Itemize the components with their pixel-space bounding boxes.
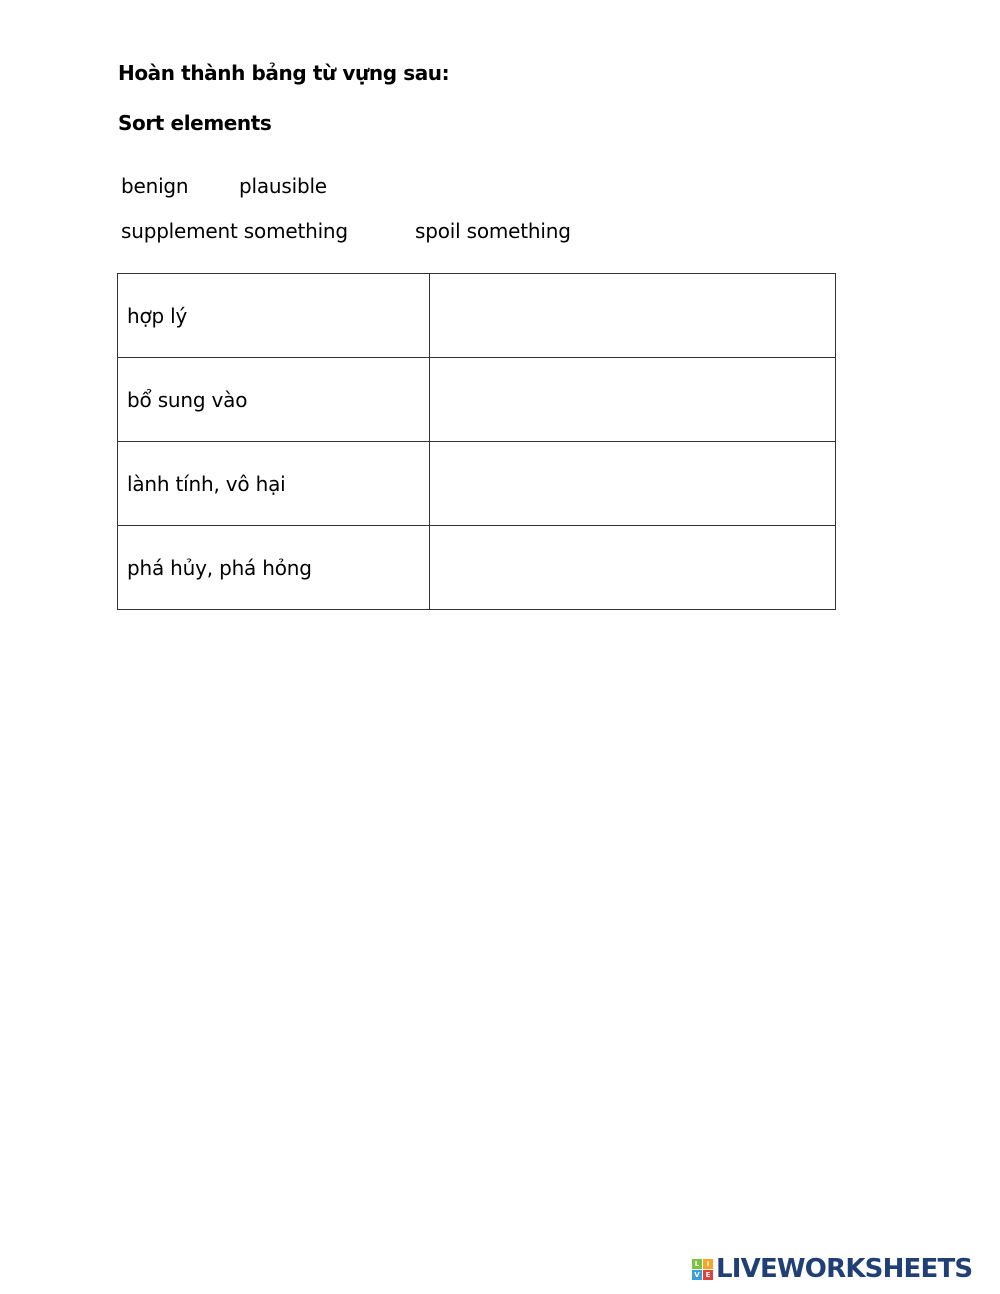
table-row: [118, 358, 836, 442]
table-row: [118, 526, 836, 610]
answer-drop-zone[interactable]: [430, 274, 836, 358]
logo-wordmark: LIVEWORKSHEETS: [716, 1254, 973, 1284]
logo-letter: L: [692, 1259, 702, 1269]
meaning-cell: hợp lý: [118, 274, 430, 358]
liveworksheets-logo: [692, 1254, 972, 1284]
logo-mark-icon: [692, 1259, 713, 1280]
draggable-word-supplement-something[interactable]: supplement something: [121, 219, 348, 243]
logo-letter: E: [703, 1270, 713, 1280]
draggable-word-plausible[interactable]: plausible: [239, 174, 327, 198]
meaning-cell: bổ sung vào: [118, 358, 430, 442]
answer-drop-zone[interactable]: [430, 442, 836, 526]
draggable-word-spoil-something[interactable]: spoil something: [415, 219, 571, 243]
logo-letter: I: [703, 1259, 713, 1269]
table-row: [118, 274, 836, 358]
answer-drop-zone[interactable]: [430, 358, 836, 442]
answer-drop-zone[interactable]: [430, 526, 836, 610]
table-row: [118, 442, 836, 526]
logo-letter: V: [692, 1270, 702, 1280]
page-title: Hoàn thành bảng từ vựng sau:: [118, 61, 450, 85]
vocabulary-table: [117, 273, 836, 610]
meaning-cell: phá hủy, phá hỏng: [118, 526, 430, 610]
instruction-text: Sort elements: [118, 111, 272, 135]
draggable-word-benign[interactable]: benign: [121, 174, 189, 198]
meaning-cell: lành tính, vô hại: [118, 442, 430, 526]
